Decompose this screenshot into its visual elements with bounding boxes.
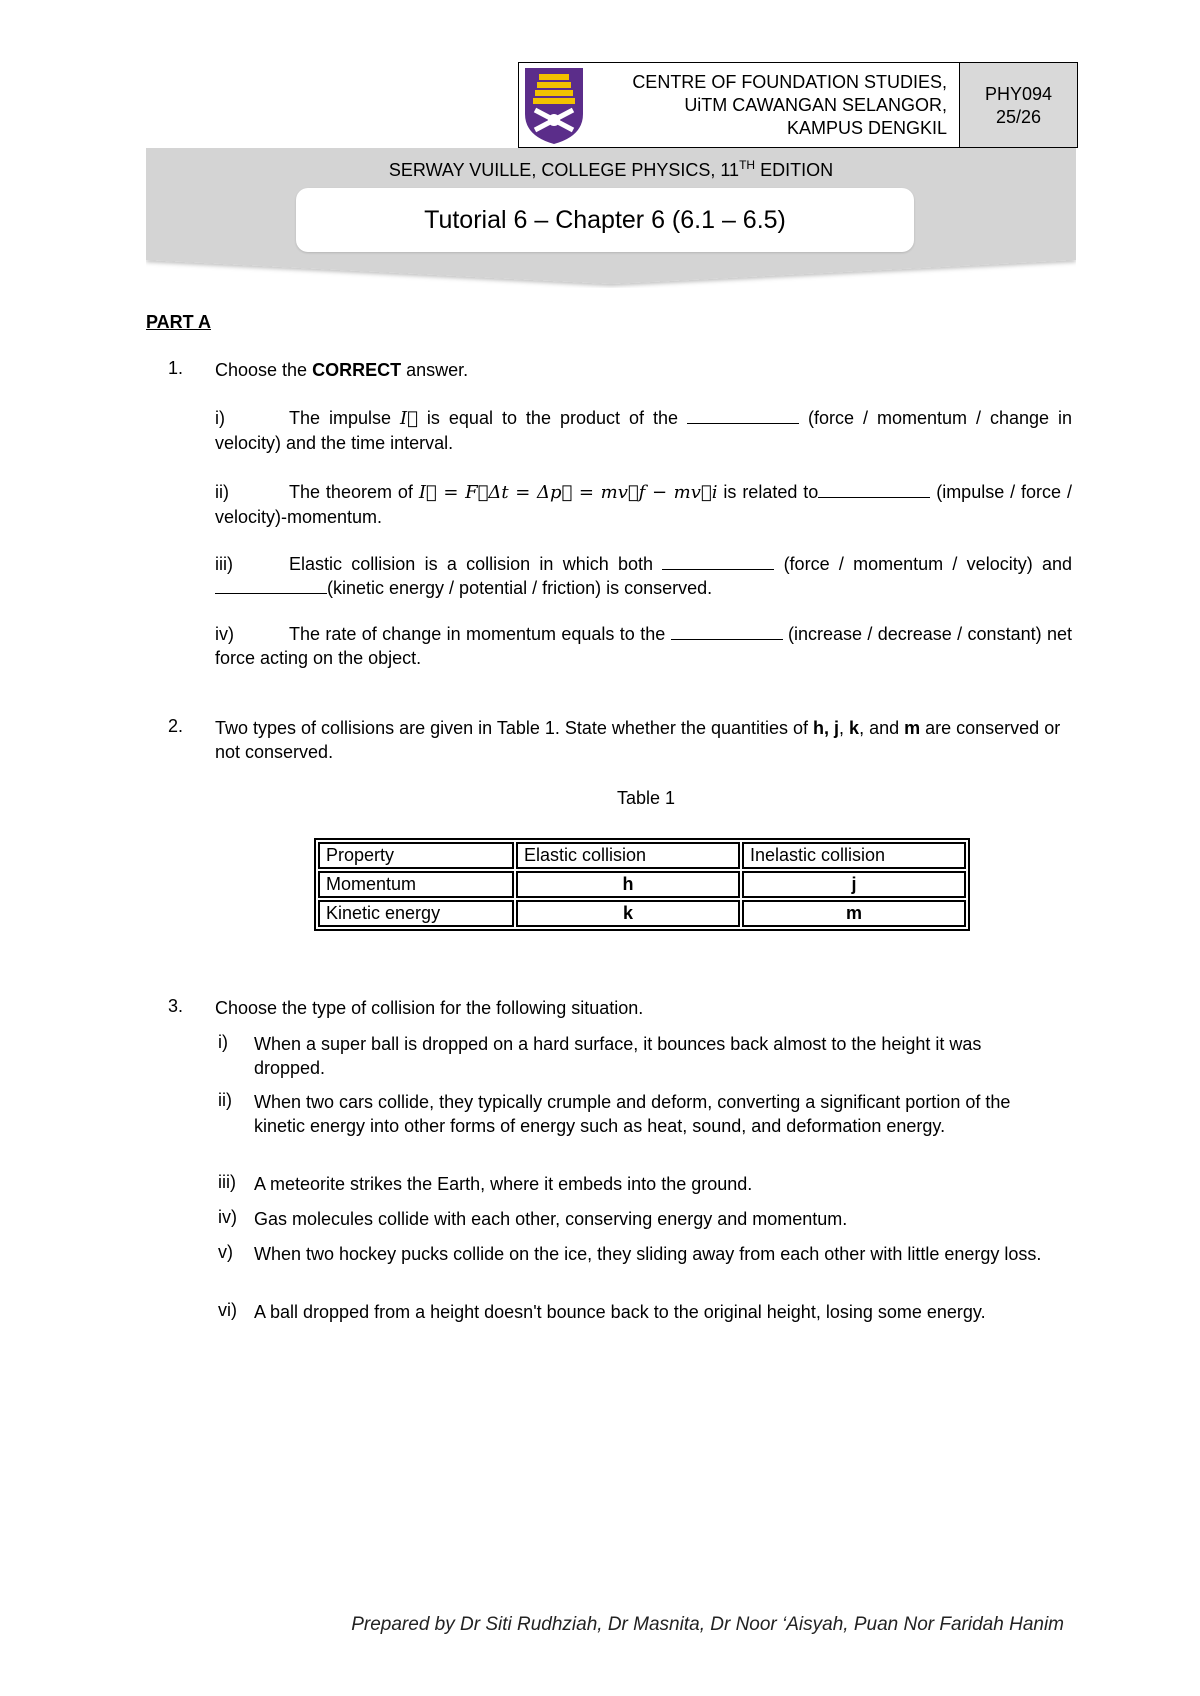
q1-ii-post: (impulse / force / velocity)-momentum.	[215, 482, 1072, 527]
q1-iii-pre: Elastic collision is a collision in which both	[289, 554, 663, 574]
q2-text-pre: Two types of collisions are given in Table 1. State whether the quantities of	[215, 718, 814, 738]
q1-i-post: (force / momentum / change in velocity) and the time interval.	[215, 408, 1073, 453]
q1-i-pre: The impulse	[289, 408, 401, 428]
list-item-label: i)	[218, 1032, 228, 1052]
table-header-cell: Elastic collision	[516, 842, 740, 869]
table-cell: j	[742, 871, 966, 898]
edition-superscript: TH	[739, 158, 756, 172]
collision-table	[314, 838, 970, 931]
q1-iii-label: iii)	[215, 554, 233, 574]
tutorial-title-box	[296, 188, 914, 252]
textbook-title: SERWAY VUILLE, COLLEGE PHYSICS, 11	[388, 160, 740, 180]
q2-bold-m: m	[904, 718, 921, 738]
q1-ii-mid: is related to	[717, 482, 819, 502]
q1-intro-post: answer.	[401, 360, 469, 380]
table-cell: Momentum	[318, 871, 514, 898]
institution-name	[589, 63, 960, 147]
answer-blank[interactable]	[671, 625, 783, 640]
tutorial-title: Tutorial 6 – Chapter 6 (6.1 – 6.5)	[424, 205, 786, 234]
answer-blank[interactable]	[687, 409, 799, 424]
table-cell: m	[742, 900, 966, 927]
course-code: PHY094	[984, 84, 1053, 104]
question-1-number: 1.	[168, 358, 184, 378]
list-item-label: iii)	[218, 1172, 236, 1192]
session: 25/26	[995, 107, 1042, 127]
impulse-momentum-equation: I⃗ = F⃗Δt = Δp⃗ = mv⃗f − mv⃗i	[418, 482, 718, 503]
table-cell: Kinetic energy	[318, 900, 514, 927]
q1-iii-post: (kinetic energy / potential / friction) is conserved.	[327, 578, 713, 598]
list-item: Gas molecules collide with each other, conserving energy and momentum.	[254, 1209, 848, 1229]
q1-intro-bold: CORRECT	[312, 360, 402, 380]
list-item-label: ii)	[218, 1090, 232, 1110]
list-item-label: v)	[218, 1242, 233, 1262]
q1-ii-label: ii)	[215, 482, 229, 502]
answer-blank[interactable]	[818, 483, 930, 498]
table-caption: Table 1	[616, 788, 676, 808]
institution-line-2: UiTM CAWANGAN SELANGOR,	[684, 95, 947, 115]
q2-sep-2: , and	[859, 718, 905, 738]
question-1-iii	[215, 552, 1072, 600]
q1-i-mid: is equal to the product of the	[417, 408, 687, 428]
q1-intro-pre: Choose the	[215, 360, 313, 380]
institution-line-1: CENTRE OF FOUNDATION STUDIES,	[632, 72, 947, 92]
table-row	[318, 900, 966, 927]
header-box	[518, 62, 1078, 148]
list-item: When two hockey pucks collide on the ice, they sliding away from each other with little energy loss.	[254, 1244, 1042, 1264]
table-header-cell: Property	[318, 842, 514, 869]
answer-blank[interactable]	[662, 555, 774, 570]
q1-ii-pre: The theorem of	[289, 482, 419, 502]
question-2-text	[215, 716, 1072, 764]
question-1-i	[215, 406, 1072, 455]
question-3-number: 3.	[168, 996, 184, 1016]
q2-bold-hj: h, j	[813, 718, 840, 738]
uitm-crest-icon	[519, 63, 589, 147]
question-1-iv	[215, 622, 1072, 670]
q2-text-post: are conserved or not conserved.	[215, 718, 1061, 762]
table-cell: k	[516, 900, 740, 927]
edition-label: EDITION	[755, 160, 834, 180]
impulse-symbol: I⃗	[400, 408, 418, 429]
q2-bold-k: k	[849, 718, 860, 738]
question-3-intro: Choose the type of collision for the following situation.	[215, 998, 644, 1018]
institution-line-3: KAMPUS DENGKIL	[786, 118, 947, 138]
list-item: A ball dropped from a height doesn't bounce back to the original height, losing some energy.	[254, 1302, 986, 1322]
q2-sep-1: ,	[839, 718, 850, 738]
table-cell: h	[516, 871, 740, 898]
part-label: PART A	[146, 312, 211, 332]
textbook-reference	[146, 158, 1076, 181]
list-item-label: iv)	[218, 1207, 237, 1227]
q1-iii-mid: (force / momentum / velocity) and	[774, 554, 1072, 574]
question-1-intro	[215, 358, 1072, 382]
list-item: A meteorite strikes the Earth, where it embeds into the ground.	[254, 1174, 753, 1194]
table-header-row	[318, 842, 966, 869]
list-item-label: vi)	[218, 1300, 237, 1320]
q1-iv-pre: The rate of change in momentum equals to the	[289, 624, 671, 644]
q1-iv-post: (increase / decrease / constant) net force acting on the object.	[215, 624, 1072, 668]
list-item: When a super ball is dropped on a hard surface, it bounces back almost to the height it was dropped.	[254, 1034, 982, 1078]
table-header-cell: Inelastic collision	[742, 842, 966, 869]
question-1-ii	[215, 480, 1072, 529]
q1-i-label: i)	[215, 408, 225, 428]
question-2-number: 2.	[168, 716, 184, 736]
course-code-cell	[960, 63, 1077, 147]
q1-iv-label: iv)	[215, 624, 234, 644]
table-row	[318, 871, 966, 898]
prepared-by-footer: Prepared by Dr Siti Rudhziah, Dr Masnita, Dr Noor ‘Aisyah, Puan Nor Faridah Hanim	[351, 1614, 1064, 1635]
list-item: When two cars collide, they typically crumple and deform, converting a significant portion of the kinetic energy into other forms of energy such as heat, sound, and deformation energy.	[254, 1092, 1011, 1136]
answer-blank[interactable]	[215, 579, 327, 594]
